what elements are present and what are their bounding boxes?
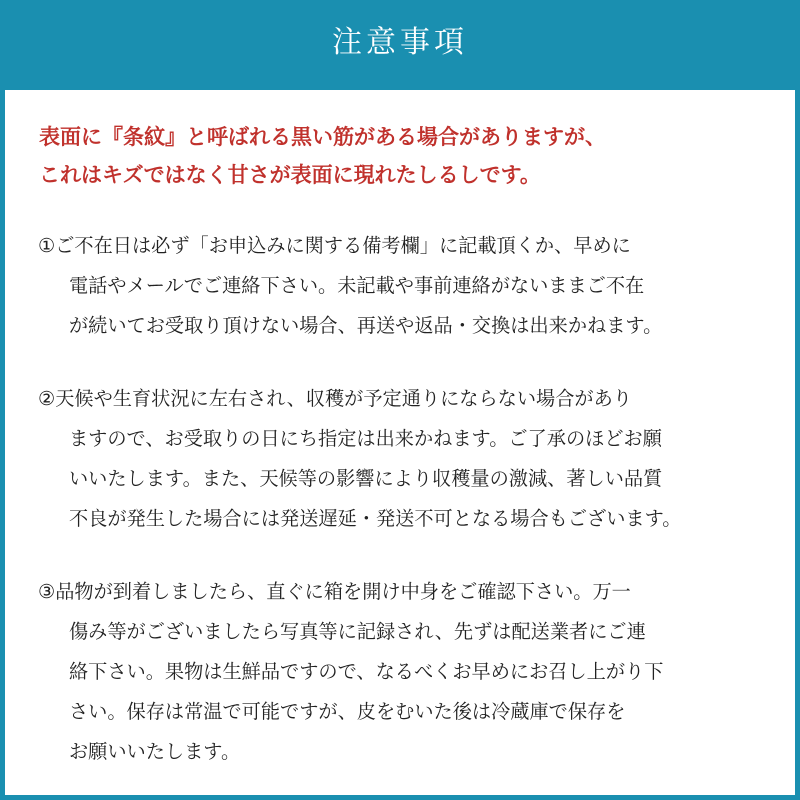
page-title: 注意事項	[332, 25, 468, 60]
notice-line: 絡下さい。果物は生鮮品ですので、なるべくお早めにお召し上がり下	[69, 660, 664, 683]
notice-line: が続いてお受取り頂けない場合、再送や返品・交換は出来かねます。	[69, 314, 663, 337]
notice-line: お願いいたします。	[69, 740, 241, 763]
warning-line: 表面に『条紋』と呼ばれる黒い筋がある場合がありますが、	[39, 125, 606, 149]
notice-item-2	[38, 379, 778, 539]
warning-text	[39, 118, 769, 194]
header-bar	[0, 0, 800, 90]
notice-line: 傷み等がございましたら写真等に記録され、先ずは配送業者にご連	[69, 620, 646, 643]
notice-line: 電話やメールでご連絡下さい。未記載や事前連絡がないままご不在	[69, 274, 645, 297]
notice-line: ②天候や生育状況に左右され、収穫が予定通りにならない場合があり	[38, 387, 632, 410]
notice-line: いいたします。また、天候等の影響により収穫量の激減、著しい品質	[69, 467, 663, 490]
notice-line: ますので、お受取りの日にち指定は出来かねます。ご了承のほどお願	[69, 427, 662, 450]
warning-line: これはキズではなく甘さが表面に現れたしるしです。	[39, 163, 541, 187]
notice-line: 不良が発生した場合には発送遅延・発送不可となる場合もございます。	[69, 507, 682, 530]
notice-line: ③品物が到着しましたら、直ぐに箱を開け中身をご確認下さい。万一	[38, 580, 631, 603]
notice-item-3	[38, 572, 778, 772]
notice-line: ①ご不在日は必ず「お申込みに関する備考欄」に記載頂くか、早めに	[38, 234, 631, 257]
notice-item-1	[38, 226, 778, 346]
notice-line: さい。保存は常温で可能ですが、皮をむいた後は冷蔵庫で保存を	[69, 700, 626, 723]
